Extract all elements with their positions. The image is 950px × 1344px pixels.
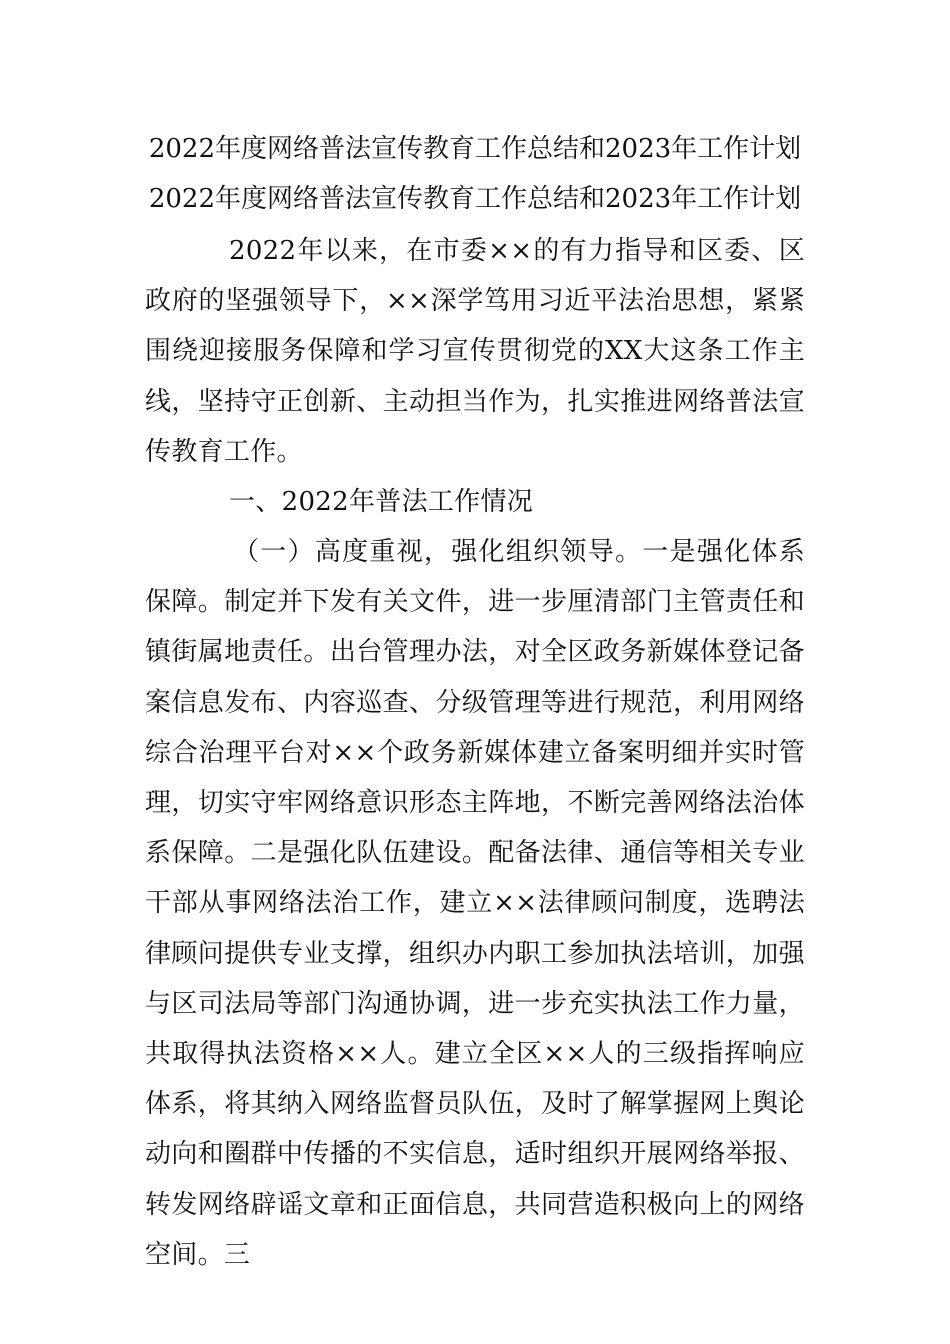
document-title-repeat: 2022年度网络普法宣传教育工作总结和2023年工作计划 — [148, 184, 802, 214]
section-paragraph: （一）高度重视，强化组织领导。一是强化体系保障。制定并下发有关文件，进一步厘清部门主管责任和镇街属地责任。出台管理办法，对全区政务新媒体登记备案信息发布、内容巡查、分级管理等进行规范，利用网络综合治理平台对××个政务新媒体建立备案明细并实时管理，切实守牢网络意识形态主阵地，不断完善网络法治体系保障。二是强化队伍建设。配备法律、通信等相关专业干部从事网络法治工作，建立××法律顾问制度，选聘法律顾问提供专业支撑，组织办内职工参加执法培训，加强与区司法局等部门沟通协调，进一步充实执法工作力量，共取得执法资格××人。建立全区××人的三级指挥响应体系，将其纳入网络监督员队伍，及时了解掌握网上舆论动向和圈群中传播的不实信息，适时组织开展网络举报、转发网络辟谣文章和正面信息，共同营造积极向上的网络空间。三 — [145, 537, 805, 1270]
intro-paragraph: 2022年以来，在市委××的有力指导和区委、区政府的坚强领导下，××深学笃用习近平法治思想，紧紧围绕迎接服务保障和学习宣传贯彻党的XX大这条工作主线，坚持守正创新、主动担当作为，扎实推进网络普法宣传教育工作。 — [145, 236, 805, 467]
document-title: 2022年度网络普法宣传教育工作总结和2023年工作计划 — [148, 134, 802, 164]
section-heading: 一、2022年普法工作情况 — [229, 487, 534, 517]
